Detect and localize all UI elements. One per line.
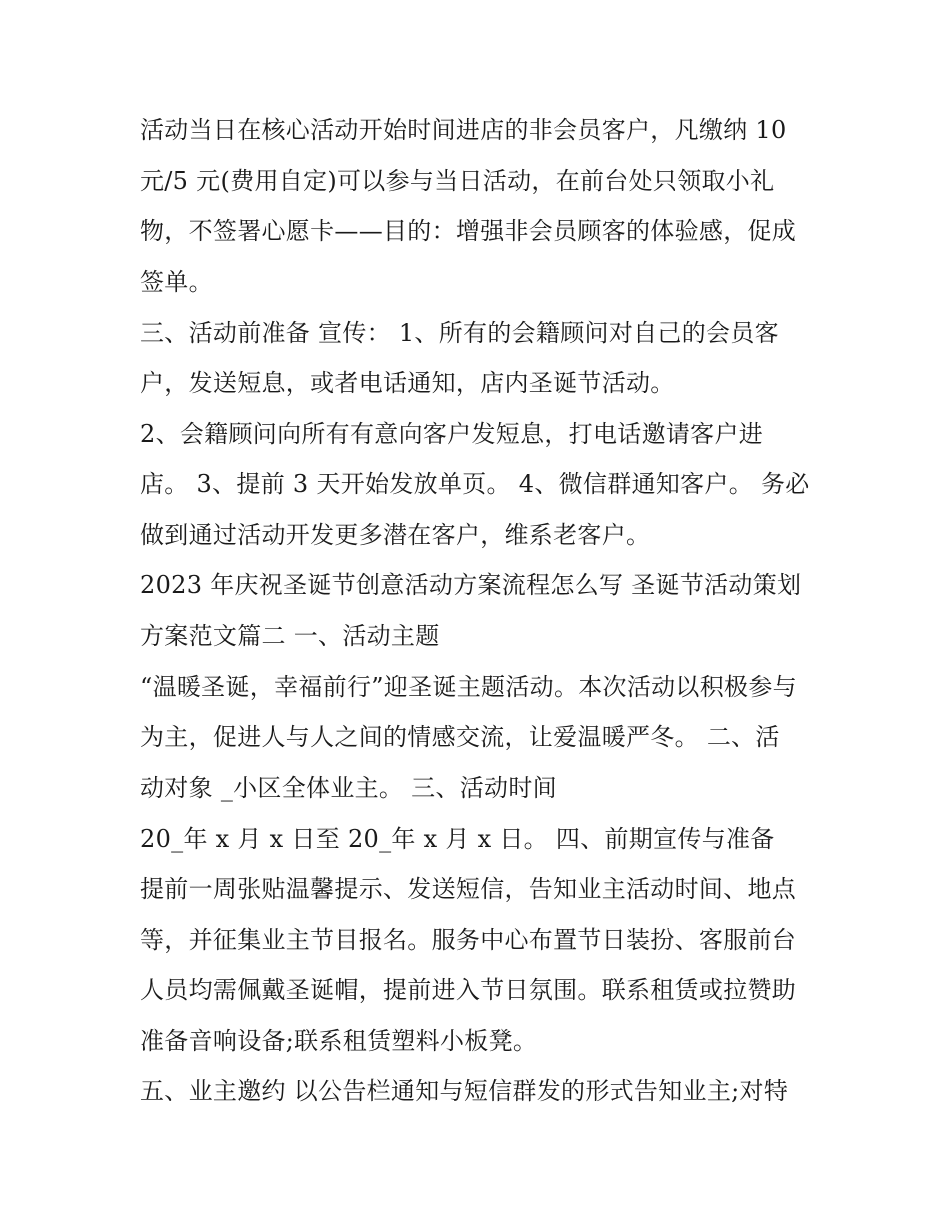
- text-line: 物，不签署心愿卡——目的：增强非会员顾客的体验感，促成: [140, 217, 797, 245]
- text-line: 20_年 x 月 x 日至 20_年 x 月 x 日。 四、前期宣传与准备: [140, 825, 775, 853]
- text-line: 提前一周张贴温馨提示、发送短信，告知业主活动时间、地点: [140, 875, 797, 903]
- article-title-line: 2023 年庆祝圣诞节创意活动方案流程怎么写 圣诞节活动策划: [140, 571, 802, 599]
- text-line: 店。 3、提前 3 天开始发放单页。 4、微信群通知客户。 务必: [140, 470, 810, 498]
- text-line: 做到通过活动开发更多潜在客户，维系老客户。: [140, 521, 651, 549]
- text-line: 户，发送短息，或者电话通知，店内圣诞节活动。: [140, 369, 675, 397]
- text-line: 人员均需佩戴圣诞帽，提前进入节日氛围。联系租赁或拉赞助: [140, 976, 797, 1004]
- text-line: 为主，促进人与人之间的情感交流，让爱温暖严冬。 二、活: [140, 723, 780, 751]
- article-title-line: 方案范文篇二 一、活动主题: [140, 622, 440, 650]
- section-heading-line: 三、活动前准备 宣传： 1、所有的会籍顾问对自己的会员客: [140, 319, 779, 347]
- text-line: 元/5 元(费用自定)可以参与当日活动，在前台处只领取小礼: [140, 167, 775, 195]
- text-line: 签单。: [140, 268, 213, 296]
- text-line: 动对象 _小区全体业主。 三、活动时间: [140, 774, 557, 802]
- text-line: “温暖圣诞，幸福前行”迎圣诞主题活动。本次活动以积极参与: [140, 673, 797, 701]
- section-heading-line: 五、业主邀约 以公告栏通知与短信群发的形式告知业主;对特: [140, 1077, 789, 1105]
- text-line: 2、会籍顾问向所有有意向客户发短息，打电话邀请客户进: [140, 420, 764, 448]
- text-line: 活动当日在核心活动开始时间进店的非会员客户，凡缴纳 10: [140, 116, 787, 144]
- text-line: 准备音响设备;联系租赁塑料小板凳。: [140, 1027, 538, 1055]
- text-line: 等，并征集业主节目报名。服务中心布置节日装扮、客服前台: [140, 926, 797, 954]
